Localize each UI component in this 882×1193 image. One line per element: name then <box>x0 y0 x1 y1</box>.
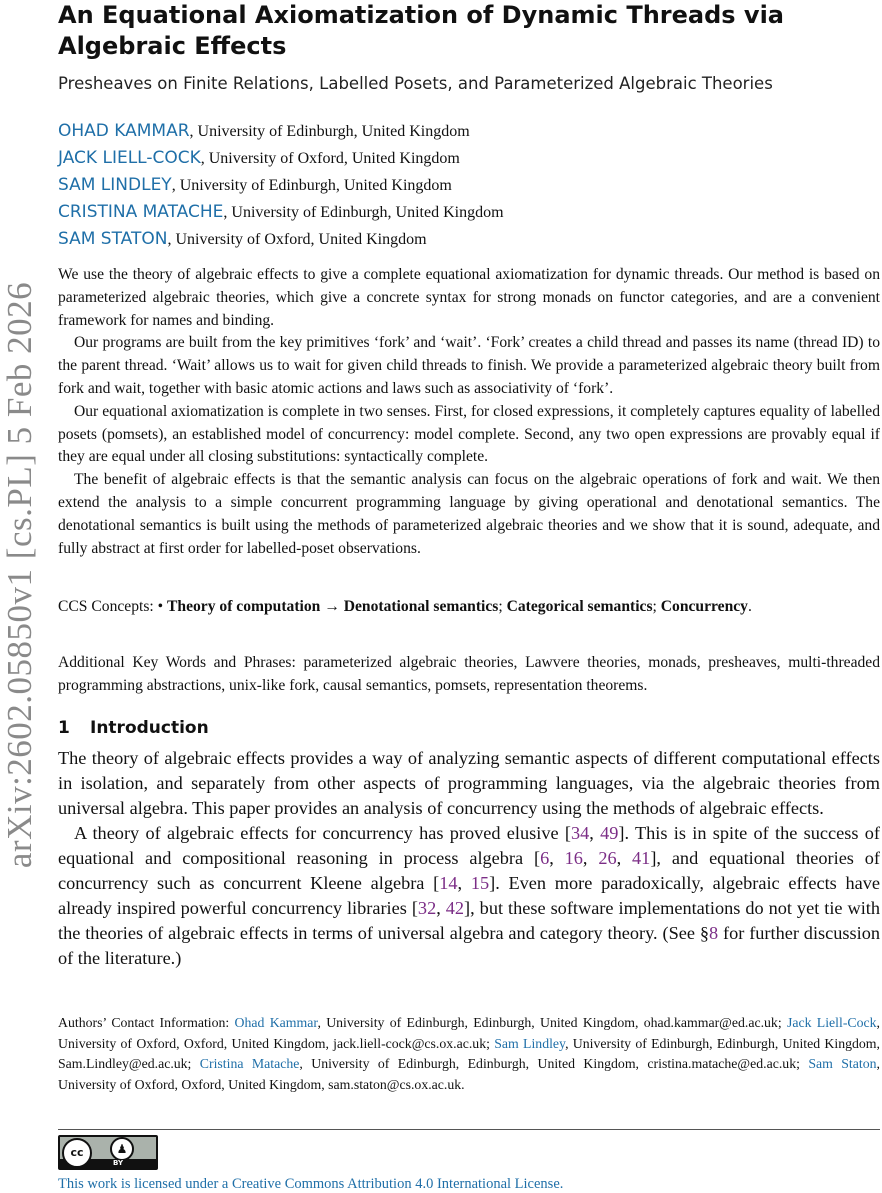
intro-paragraph <box>58 821 880 971</box>
introduction-body <box>58 746 880 971</box>
text-run: , <box>589 823 601 843</box>
text-run: for further discussion of the literature.) <box>58 923 880 968</box>
text-run: , University of Edinburgh, Edinburgh, United Kingdom, Sam.Lindley@ed.ac.uk; <box>58 1035 880 1072</box>
text-run: Authors’ Contact Information: <box>58 1015 235 1030</box>
keywords-label: Additional Key Words and Phrases: <box>58 654 304 671</box>
keywords-text: parameterized algebraic theories, Lawvere theories, monads, presheaves, multi-threaded programming abstractions, unix-like fork, causal semantics, pomsets, representation theorems. <box>58 654 880 694</box>
text-run: , <box>582 848 599 868</box>
license-link[interactable]: This work is licensed under a Creative Commons Attribution 4.0 International License. <box>58 1176 564 1192</box>
text-run: , <box>549 848 565 868</box>
text-run: , University of Oxford, Oxford, United Kingdom, sam.staton@cs.ox.ac.uk. <box>58 1056 880 1092</box>
author-affiliation: , University of Edinburgh, United Kingdom <box>223 204 504 221</box>
author-entry <box>58 228 504 255</box>
author-link[interactable]: Sam Staton <box>808 1056 877 1072</box>
author-affiliation: , University of Oxford, United Kingdom <box>200 150 460 167</box>
citation-link[interactable]: 14 <box>439 873 458 893</box>
author-name[interactable]: SAM LINDLEY <box>58 175 172 195</box>
author-name[interactable]: SAM STATON <box>58 229 168 249</box>
author-affiliation: , University of Edinburgh, United Kingdom <box>189 123 470 140</box>
author-link[interactable]: Sam Lindley <box>494 1035 566 1051</box>
citation-link[interactable]: 6 <box>540 848 550 868</box>
separator: ; <box>652 598 661 615</box>
ccs-label: CCS Concepts: • <box>58 598 167 615</box>
paper-subtitle: Presheaves on Finite Relations, Labelled Posets, and Parameterized Algebraic Theories <box>58 74 773 93</box>
citation-link[interactable]: 49 <box>600 823 619 843</box>
citation-link[interactable]: 15 <box>470 873 490 893</box>
abstract-paragraph: Our equational axiomatization is complete in two senses. First, for closed expressions, it completely captures equality of labelled posets (pomsets), an established model of concurrency: model complete. Second, any two open expressions are provably equal if they are equal under all closing substitutions: syntactically complete. <box>58 402 880 466</box>
citation-link[interactable]: 42 <box>445 898 465 918</box>
author-link[interactable]: Cristina Matache <box>199 1056 300 1072</box>
separator: . <box>747 598 752 615</box>
section-title: Introduction <box>90 718 209 738</box>
text-run: , University of Edinburgh, Edinburgh, United Kingdom, ohad.kammar@ed.ac.uk; <box>317 1015 787 1030</box>
cc-icon: cc <box>62 1138 92 1168</box>
citation-link[interactable]: 41 <box>632 848 651 868</box>
paper-title: An Equational Axiomatization of Dynamic Threads via Algebraic Effects <box>58 1 784 60</box>
author-affiliation: , University of Edinburgh, United Kingdom <box>171 177 452 194</box>
author-name[interactable]: OHAD KAMMAR <box>58 121 190 141</box>
text-run: ]. Even more paradoxically, algebraic effects have already inspired powerful concurrency libraries [ <box>58 873 880 918</box>
citation-link[interactable]: 16 <box>564 848 583 868</box>
attribution-person-icon: ♟ <box>110 1137 134 1161</box>
section-heading <box>58 718 209 738</box>
divider <box>58 1129 880 1130</box>
citation-link[interactable]: 8 <box>708 923 719 943</box>
arxiv-stamp: arXiv:2602.05850v1 [cs.PL] 5 Feb 2026 <box>0 281 39 869</box>
abstract-paragraph: The benefit of algebraic effects is that the semantic analysis can focus on the algebraic operations of fork and wait. We then extend the analysis to a simple concurrent programming language by giving operational and denotational semantics. The denotational semantics is built using the methods of parameterized algebraic theories and we show that it is sound, adequate, and fully abstract at first order for labelled-poset observations. <box>58 471 880 557</box>
author-entry <box>58 174 504 201</box>
author-name[interactable]: CRISTINA MATACHE <box>58 202 224 222</box>
separator: ; <box>498 598 507 615</box>
text-run: , <box>457 873 471 893</box>
author-entry <box>58 120 504 147</box>
ccs-concept: Theory of computation → Denotational semantics <box>167 598 499 615</box>
text-run: ], but these software implementations do not yet tie with the theories of algebraic effects in terms of universal algebra and category theory. (See § <box>58 898 881 943</box>
citation-link[interactable]: 32 <box>417 898 437 918</box>
author-entry <box>58 147 504 174</box>
cc-by-logo[interactable] <box>58 1135 158 1170</box>
intro-paragraph <box>58 746 880 821</box>
text-run: ], and equational theories of concurrency such as concurrent Kleene algebra [ <box>58 848 881 893</box>
section-number: 1 <box>58 718 70 738</box>
text-run: A theory of algebraic effects for concurrency has proved elusive [ <box>74 823 571 843</box>
citation-link[interactable]: 34 <box>570 823 590 843</box>
ccs-concept: Concurrency <box>660 598 748 615</box>
author-affiliation: , University of Oxford, United Kingdom <box>167 231 427 248</box>
text-run: , <box>436 898 446 918</box>
abstract-paragraph: We use the theory of algebraic effects to give a complete equational axiomatization for dynamic threads. Our method is based on parameterized algebraic theories, which give a concrete syntax for strong monads on functor categories, and are a convenient framework for names and binding. <box>58 266 880 329</box>
author-name[interactable]: JACK LIELL-COCK <box>58 148 201 168</box>
text-run: The theory of algebraic effects provides a way of analyzing semantic aspects of different computational effects in isolation, and separately from other aspects of programming languages, via the algebraic theories from universal algebra. This paper provides an analysis of concurrency using the methods of algebraic effects. <box>58 748 880 818</box>
ccs-concepts <box>58 596 880 619</box>
text-run: ]. This is in spite of the success of equational and compositional reasoning in process algebra [ <box>58 823 881 868</box>
abstract-paragraph: Our programs are built from the key primitives ‘fork’ and ‘wait’. ‘Fork’ creates a child thread and passes its name (thread ID) to the parent thread. ‘Wait’ allows us to wait for given child threads to finish. We provide a parameterized algebraic theory built from fork and wait, together with basic atomic actions and laws such as associativity of ‘fork’. <box>58 334 880 397</box>
abstract <box>58 264 880 560</box>
author-list <box>58 120 504 255</box>
by-label: BY <box>113 1159 124 1167</box>
author-entry <box>58 201 504 228</box>
text-run: , University of Edinburgh, Edinburgh, United Kingdom, cristina.matache@ed.ac.uk; <box>299 1056 809 1072</box>
text-run: , University of Oxford, Oxford, United Kingdom, jack.liell-cock@cs.ox.ac.uk; <box>58 1015 880 1051</box>
author-contact-info <box>58 1013 880 1095</box>
text-run: , <box>616 848 633 868</box>
author-link[interactable]: Ohad Kammar <box>234 1015 318 1030</box>
ccs-concept: Categorical semantics <box>506 598 653 615</box>
author-link[interactable]: Jack Liell-Cock <box>786 1015 877 1030</box>
keywords <box>58 652 880 698</box>
citation-link[interactable]: 26 <box>598 848 617 868</box>
